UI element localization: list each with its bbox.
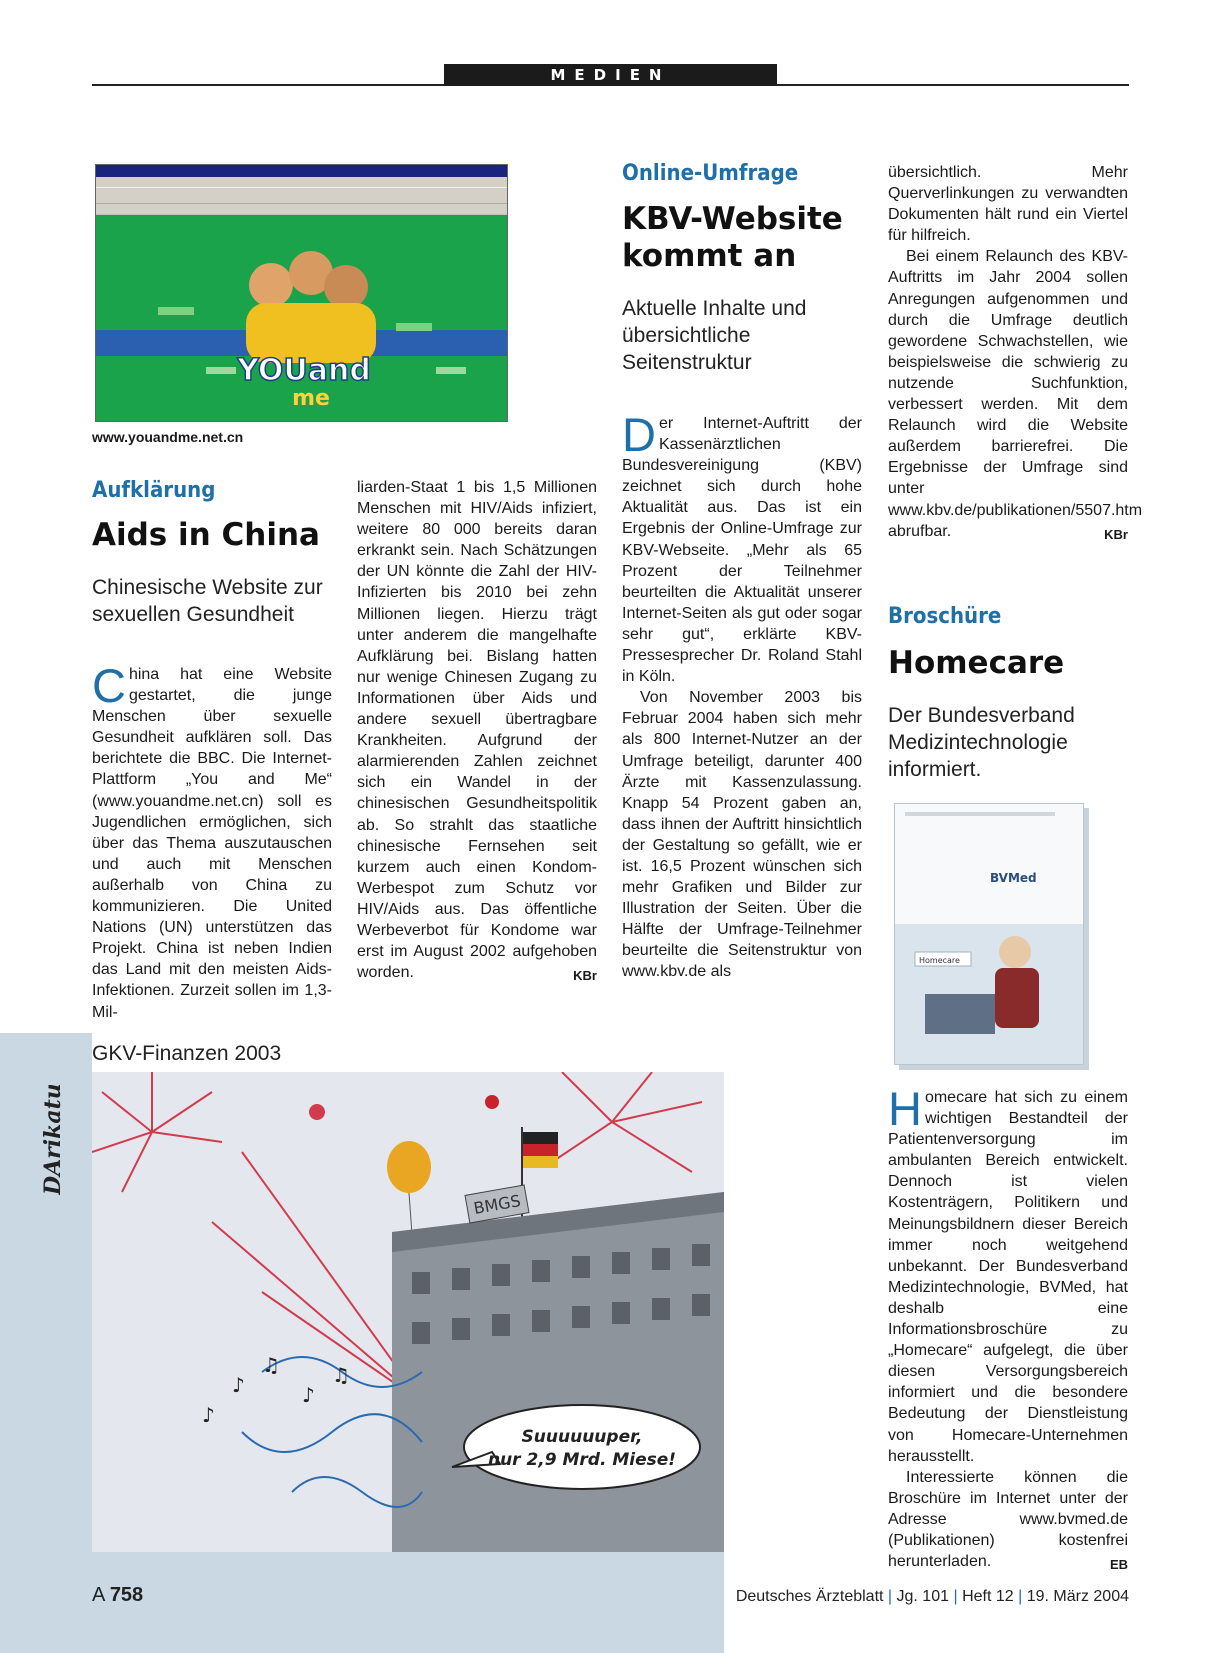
balloon-yellow: [387, 1141, 431, 1193]
body-china-col1: [92, 659, 332, 1023]
dropcap-kbv: D: [622, 408, 656, 461]
browser-titlebar: [96, 165, 507, 177]
page-number-value: 758: [109, 1584, 144, 1606]
text-kbv-p4: Bei einem Relaunch des KBV-Auftritts im Jahr 2004 sollen Anregungen aufgenommen und durch die Umfrage deutlich gewordene Schwachstellen, wie beispielsweise die schwierig zu nutzende Suchfunktion, verbessert werden. Mit dem Relaunch wird die Website außerdem barrierefrei. Die Ergebnisse der Umfrage sind unter www.kbv.de/publikationen/5507.htm abrufbar.: [888, 248, 1143, 540]
flag-red: [522, 1144, 558, 1156]
youandme-site-graphic: [96, 215, 508, 422]
footer-divider-3: |: [1018, 1588, 1023, 1605]
building-sign-text: BMGS: [472, 1191, 523, 1218]
body-kbv-col2: [888, 162, 1143, 545]
text-homecare-p1: omecare hat sich zu einem wichtigen Bestandteil der Patientenversorgung im ambulanten Bereich entwickelt. Dennoch ist vielen Kostenträgern, Politikern und Meinungsbildnern dieser Bereich immer noch weitgehend unbekannt. Der Bundesverband Medizintechnologie, BVMed, hat deshalb eine Informationsbroschüre zu „Homecare“ aufgelegt, die über diesen Versorgungsbereich informiert und die besondere Bedeutung der Dienstleistung von Homecare-Unternehmen herausstellt.: [888, 1089, 1128, 1465]
svg-text:♫: ♫: [262, 1353, 280, 1377]
text-china-col1: hina hat eine Website gestartet, die junge Menschen über sexuelle Gesundheit aufklären soll. Das berichtete die BBC. Die Internet-Plattform „You and Me“ (www.youandme.net.cn) soll es Jugendlichen ermöglichen, sich über das Thema auszutauschen und auch mit Menschen außerhalb von China zu kommunizieren. Die United Nations (UN) unterstützen das Projekt. China ist neben Indien das Land mit den meisten Aids-Infektionen. Zurzeit sollen im 1,3-Mil-: [92, 666, 332, 1021]
image-caption: www.youandme.net.cn: [92, 429, 244, 445]
headline-homecare: Homecare: [888, 645, 1065, 681]
signature-homecare: EB: [1109, 1557, 1128, 1573]
site-logo-line2: me: [292, 386, 330, 411]
brochure-device: [925, 994, 995, 1034]
page-prefix: A: [92, 1584, 105, 1606]
subline-kbv: Aktuelle Inhalte und übersichtliche Seitenstruktur: [622, 297, 807, 374]
balloon-small-2: [485, 1095, 499, 1109]
journal-footer: [736, 1588, 1129, 1606]
darikatur-text: DArikatur: [40, 1085, 66, 1195]
site-nav-2: [396, 323, 432, 331]
speech-line-2: nur 2,9 Mrd. Miese!: [487, 1450, 677, 1470]
darikatur-label: [30, 1085, 70, 1195]
text-china-col2: liarden-Staat 1 bis 1,5 Millionen Menschen mit HIV/Aids infiziert, weitere 80 000 bereits daran erkrankt sein. Nach Schätzungen der UN könnte die Zahl der HIV-Infizierten bis 2010 bei zehn Millionen liegen. Hierzu trägt unter anderem die mangelhafte Aufklärung bei. Bislang hatten nur wenige Chinesen Zugang zu Informationen über Aids und andere sexuell übertragbare Krankheiten. Aufgrund der alarmierenden Zahlen zeichnet sich ein Wandel in der chinesischen Gesundheitspolitik ab. So strahlt das staatliche chinesische Fernsehen seit kurzem auch einen Kondom-Werbespot zum Schutz vor HIV/Aids aus. Das öffentliche Werbeverbot für Kondome war erst im August 2002 aufgehoben worden.: [357, 479, 597, 982]
signature-kbv: KBr: [1104, 526, 1128, 542]
headline-kbv: KBV-Website kommt an: [622, 201, 843, 274]
body-homecare: [888, 1082, 1128, 1575]
text-homecare-p2: Interessierte können die Broschüre im Internet unter der Adresse www.bvmed.de (Publikationen) kostenfrei herunterladen.: [888, 1468, 1128, 1571]
flag-black: [522, 1132, 558, 1144]
browser-toolbar: [96, 187, 507, 203]
subline-china: Chinesische Website zur sexuellen Gesundheit: [92, 576, 323, 626]
cartoon-title: GKV-Finanzen 2003: [92, 1042, 282, 1065]
speech-line-1: Suuuuuuper,: [521, 1427, 643, 1447]
site-nav-3: [206, 367, 236, 374]
text-kbv-p2: Von November 2003 bis Februar 2004 haben sich mehr als 800 Internet-Nutzer an der Umfrage beteiligt, darunter 400 Ärzte mit Kassenzulassung. Knapp 54 Prozent gaben an, dass ihnen der Auftritt hinsichtlich der Gestaltung so gefällt, wie er ist. 16,5 Prozent wünschen sich mehr Grafiken und Bilder zur Illustration der Seiten. Über die Hälfte der Umfrage-Teilnehmer beurteilte die Seitenstruktur von www.kbv.de als: [622, 689, 862, 981]
brochure-person-body: [995, 968, 1039, 1028]
person-1: [249, 263, 293, 307]
brochure-person-head: [999, 936, 1031, 968]
svg-text:♪: ♪: [202, 1403, 215, 1427]
svg-text:♫: ♫: [332, 1363, 350, 1387]
kicker-kbv: Online-Umfrage: [622, 161, 799, 186]
journal-date: 19. März 2004: [1026, 1588, 1129, 1605]
headline-china: Aids in China: [92, 517, 320, 553]
kicker-homecare: Broschüre: [888, 604, 1002, 629]
text-kbv-p1: er Internet-Auftritt der Kassenärztlichen Bundesvereinigung (KBV) zeichnet sich durch hohe Aktualität aus. Das ist ein Ergebnis der Online-Umfrage zur KBV-Webseite. „Mehr als 65 Prozent der Teilnehmer beurteilten die Aktualität unserer Internet-Seiten als gut oder sogar sehr gut“, erklärte KBV-Pressesprecher Dr. Roland Stahl in Köln.: [622, 415, 862, 686]
journal-volume: Jg. 101: [896, 1588, 949, 1605]
journal-name: Deutsches Ärzteblatt: [735, 1588, 884, 1605]
site-nav-4: [436, 367, 466, 374]
body-china-col2: [357, 477, 597, 986]
section-label: MEDIEN: [444, 64, 777, 86]
brochure-header-line: [905, 812, 1055, 816]
flag-gold: [522, 1156, 558, 1168]
subline-homecare: Der Bundesverband Medizintechnologie informiert.: [888, 704, 1075, 781]
text-kbv-p3: übersichtlich. Mehr Querverlinkungen zu verwandten Dokumenten hält rund ein Viertel für hilfreich.: [888, 164, 1128, 245]
signature-china: KBr: [573, 968, 597, 984]
browser-addressbar: [96, 203, 507, 214]
journal-issue: Heft 12: [962, 1588, 1014, 1605]
brochure-label: Homecare: [919, 956, 960, 965]
dropcap-china: C: [92, 659, 126, 712]
brochure-cover-graphic: [895, 804, 1084, 1065]
body-kbv-col1: [622, 408, 862, 983]
person-3: [324, 265, 368, 309]
browser-viewport: [96, 215, 507, 421]
site-logo-line1: YOUand: [237, 353, 371, 388]
darikatur-logo: [30, 1085, 70, 1195]
page-number: [92, 1584, 143, 1607]
svg-text:♪: ♪: [232, 1373, 245, 1397]
site-nav-1: [158, 307, 194, 315]
balloon-small-1: [309, 1104, 325, 1120]
kicker-china: Aufklärung: [92, 478, 216, 503]
dropcap-homecare: H: [888, 1082, 922, 1135]
youandme-screenshot: [95, 164, 508, 422]
brochure-logo: BVMed: [990, 871, 1037, 885]
speech-bubble: [464, 1405, 700, 1489]
cartoon-graphic: [92, 1072, 724, 1552]
footer-divider-2: |: [953, 1588, 958, 1605]
svg-text:♪: ♪: [302, 1383, 315, 1407]
homecare-brochure-image: [894, 803, 1084, 1065]
cartoon-illustration: [92, 1072, 724, 1552]
footer-divider-1: |: [887, 1588, 893, 1605]
browser-menubar: [96, 177, 507, 187]
